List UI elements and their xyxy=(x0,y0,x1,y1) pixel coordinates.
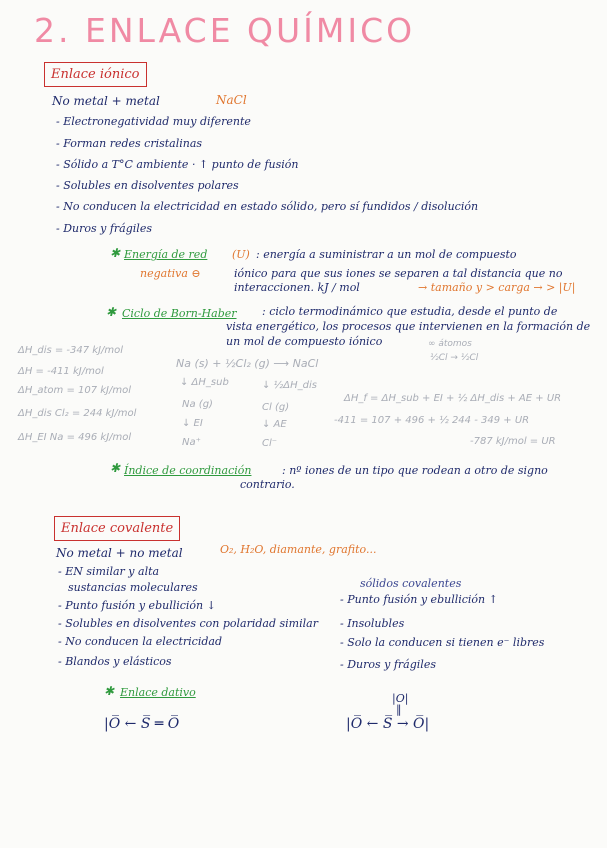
covalent-bullet: sustancias moleculares xyxy=(68,581,198,594)
coordination-text: : nº iones de un tipo que rodean a otro de signo xyxy=(282,464,548,477)
page-title: 2. ENLACE QUÍMICO xyxy=(34,11,416,50)
born-haber-label: Ciclo de Born-Haber xyxy=(122,307,237,320)
ionic-bullet: - Solubles en disolventes polares xyxy=(56,179,239,192)
covalent-examples: O₂, H₂O, diamante, grafito... xyxy=(220,543,377,556)
data-value: ΔH_dis = -347 kJ/mol xyxy=(18,345,124,356)
equation: -411 = 107 + 496 + ½ 244 - 349 + UR xyxy=(334,415,530,426)
covalent-right-bullet: - Duros y frágiles xyxy=(340,658,436,671)
covalent-right-heading: sólidos covalentes xyxy=(360,577,462,590)
ionic-bullet: - Forman redes cristalinas xyxy=(56,137,203,150)
cycle-step: Cl⁻ xyxy=(262,438,278,449)
covalent-right-bullet: - Solo la conducen si tienen e⁻ libres xyxy=(340,636,545,649)
dative-structure-1: |O̅ ← S̅ ═ O̅ xyxy=(104,716,180,732)
born-haber-star: ✱ xyxy=(106,305,117,319)
born-haber-line1: : ciclo termodinámico que estudia, desde el punto de xyxy=(262,305,558,318)
lattice-line2: iónico para que sus iones se separen a tal distancia que no xyxy=(234,267,563,280)
data-value: ΔH = -411 kJ/mol xyxy=(18,366,104,377)
cycle-step: ↓ EI xyxy=(182,418,203,429)
dative-label: Enlace dativo xyxy=(120,686,196,699)
coordination-label: Índice de coordinación xyxy=(124,464,252,477)
cycle-step: ↓ ΔH_sub xyxy=(180,377,229,388)
data-value: ΔH_atom = 107 kJ/mol xyxy=(18,385,132,396)
cycle-step: Na⁺ xyxy=(182,437,201,448)
side-note: ½Cl → ½Cl xyxy=(430,353,479,363)
cycle-step: Na (g) xyxy=(182,399,213,410)
dative-star: ✱ xyxy=(104,684,115,698)
dative-structure-2-bonds: ‖ xyxy=(396,703,402,716)
data-value: ΔH_dis Cl₂ = 244 kJ/mol xyxy=(18,408,137,419)
lattice-trend: → tamaño y > carga → > |U| xyxy=(418,281,576,294)
lattice-line1: : energía a suministrar a un mol de compuesto xyxy=(256,248,517,261)
covalent-bullet: - No conducen la electricidad xyxy=(58,635,222,648)
equation: -787 kJ/mol = UR xyxy=(470,436,556,447)
equation: ΔH_f = ΔH_sub + EI + ½ ΔH_dis + AE + UR xyxy=(344,393,562,404)
cycle-step: ↓ ½ΔH_dis xyxy=(262,380,317,391)
covalent-right-bullet: - Insolubles xyxy=(340,617,405,630)
cycle-step: ↓ AE xyxy=(262,419,287,430)
covalent-bullet: - Solubles en disolventes con polaridad similar xyxy=(58,617,318,630)
born-haber-line2: vista energético, los procesos que intervienen en la formación de xyxy=(226,320,591,333)
ionic-bullet: - Sólido a T°C ambiente · ↑ punto de fusión xyxy=(56,158,299,171)
covalent-right-bullet: - Punto fusión y ebullición ↑ xyxy=(340,593,498,606)
reaction: Na (s) + ½Cl₂ (g) ⟶ NaCl xyxy=(176,357,319,370)
lattice-sign: negativa ⊖ xyxy=(140,267,201,280)
covalent-intro: No metal + no metal xyxy=(56,546,183,560)
covalent-bullet: - Blandos y elásticos xyxy=(58,655,172,668)
covalent-bullet: - EN similar y alta xyxy=(58,565,160,578)
dative-structure-2-top: |O| xyxy=(392,692,409,705)
ionic-bullet: - Duros y frágiles xyxy=(56,222,152,235)
lattice-label: Energía de red xyxy=(124,248,208,261)
lattice-line3: interaccionen. kJ / mol xyxy=(234,281,360,294)
coordination-star: ✱ xyxy=(110,461,121,475)
ionic-example: NaCl xyxy=(216,93,247,107)
ionic-bullet: - No conducen la electricidad en estado sólido, pero sí fundidos / disolución xyxy=(56,200,479,213)
data-value: ΔH_EI Na = 496 kJ/mol xyxy=(18,432,132,443)
cycle-step: Cl (g) xyxy=(262,402,290,413)
lattice-star: ✱ xyxy=(110,246,121,260)
lattice-symbol: (U) xyxy=(232,248,250,261)
coordination-text: contrario. xyxy=(240,478,295,491)
side-note: ∞ átomos xyxy=(428,339,472,349)
ionic-intro: No metal + metal xyxy=(52,94,160,108)
covalent-bullet: - Punto fusión y ebullición ↓ xyxy=(58,599,216,612)
covalent-header: Enlace covalente xyxy=(54,516,180,541)
born-haber-line3: un mol de compuesto iónico xyxy=(226,335,383,348)
ionic-bullet: - Electronegatividad muy diferente xyxy=(56,115,251,128)
ionic-header: Enlace iónico xyxy=(44,62,147,87)
dative-structure-2: |O̅ ← S̅ → O̅| xyxy=(346,716,430,732)
